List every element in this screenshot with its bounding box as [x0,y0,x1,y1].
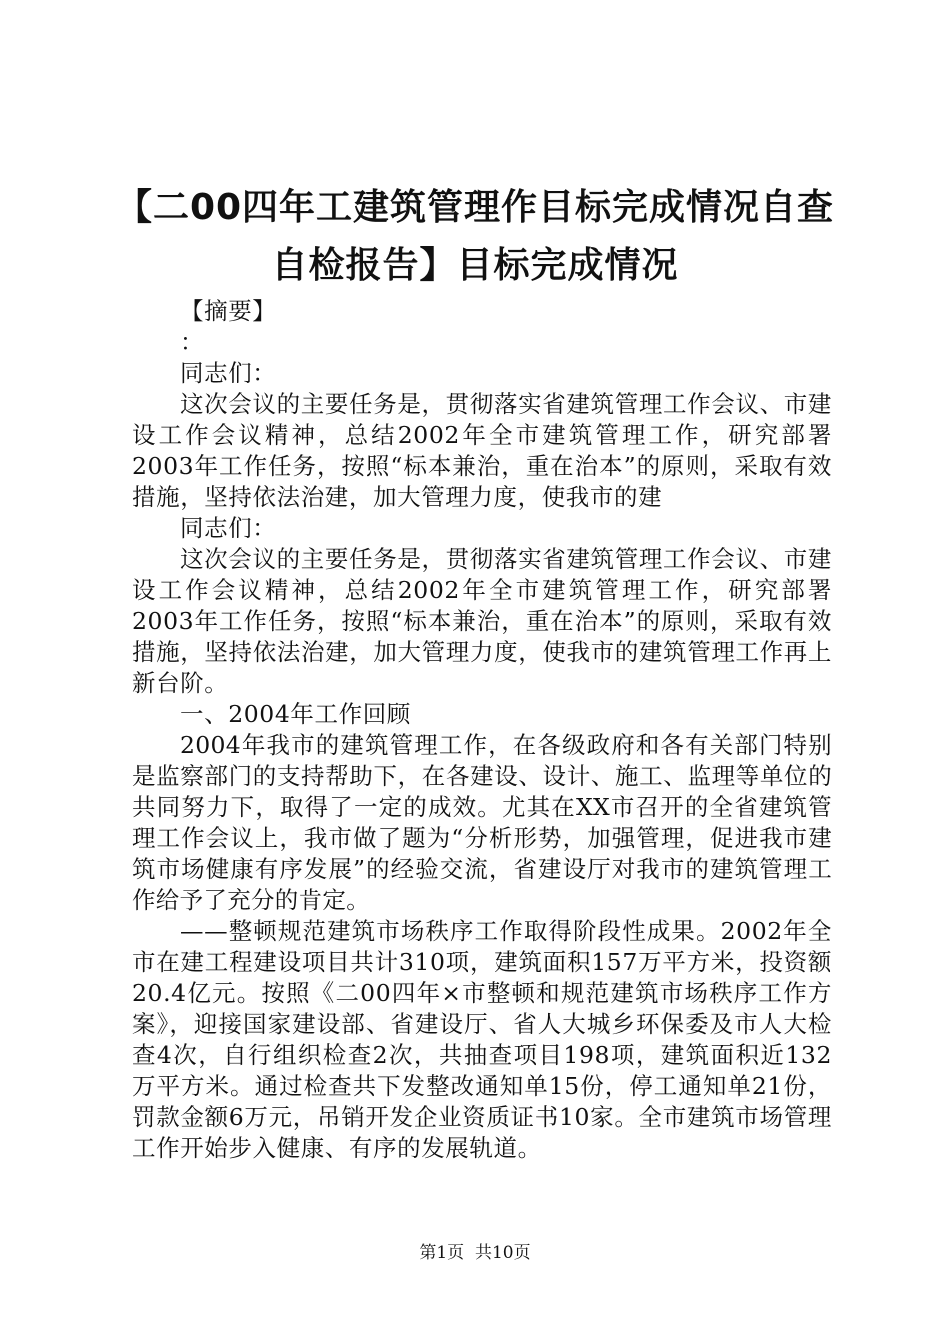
document-title-line-1: 【二00四年工建筑管理作目标完成情况自查 [115,187,835,228]
document-title-line-2: 自检报告】目标完成情况 [271,245,679,286]
document-body [132,296,832,1164]
section-heading: 一、2004年工作回顾 [180,700,411,728]
paragraph: ——整顿规范建筑市场秩序工作取得阶段性成果。2002年全市在建工程建设项目共计310项，建筑面积157万平方米，投资额20.4亿元。按照《二00四年×市整顿和规范建筑市场秩序工作方案》，迎接国家建设部、省建设厅、省人大城乡环保委及市人大检查4次，自行组织检查2次，共抽查项目198项，建筑面积近132万平方米。通过检查共下发整改通知单15份，停工通知单21份，罚款金额6万元，吊销开发企业资质证书10家。全市建筑市场管理工作开始步入健康、有序的发展轨道。 [132,917,832,1162]
paragraph: 这次会议的主要任务是，贯彻落实省建筑管理工作会议、市建设工作会议精神，总结2002年全市建筑管理工作，研究部署2003年工作任务，按照“标本兼治，重在治本”的原则，采取有效措施，坚持依法治建，加大管理力度，使我市的建 [132,390,832,511]
salutation: 同志们： [180,359,277,387]
page-number: 第1页 共10页 [419,1243,531,1263]
abstract-label: 【摘要】 [180,297,277,325]
paragraph: 2004年我市的建筑管理工作，在各级政府和各有关部门特别是监察部门的支持帮助下，在各建设、设计、施工、监理等单位的共同努力下，取得了一定的成效。尤其在XX市召开的全省建筑管理工作会议上，我市做了题为“分析形势，加强管理，促进我市建筑市场健康有序发展”的经验交流，省建设厅对我市的建筑管理工作给予了充分的肯定。 [132,731,832,914]
abstract-colon: ： [180,328,205,356]
page-footer [0,1242,950,1264]
salutation: 同志们： [180,514,277,542]
paragraph: 这次会议的主要任务是，贯彻落实省建筑管理工作会议、市建设工作会议精神，总结2002年全市建筑管理工作，研究部署2003年工作任务，按照“标本兼治，重在治本”的原则，采取有效措施，坚持依法治建，加大管理力度，使我市的建筑管理工作再上新台阶。 [132,545,832,697]
